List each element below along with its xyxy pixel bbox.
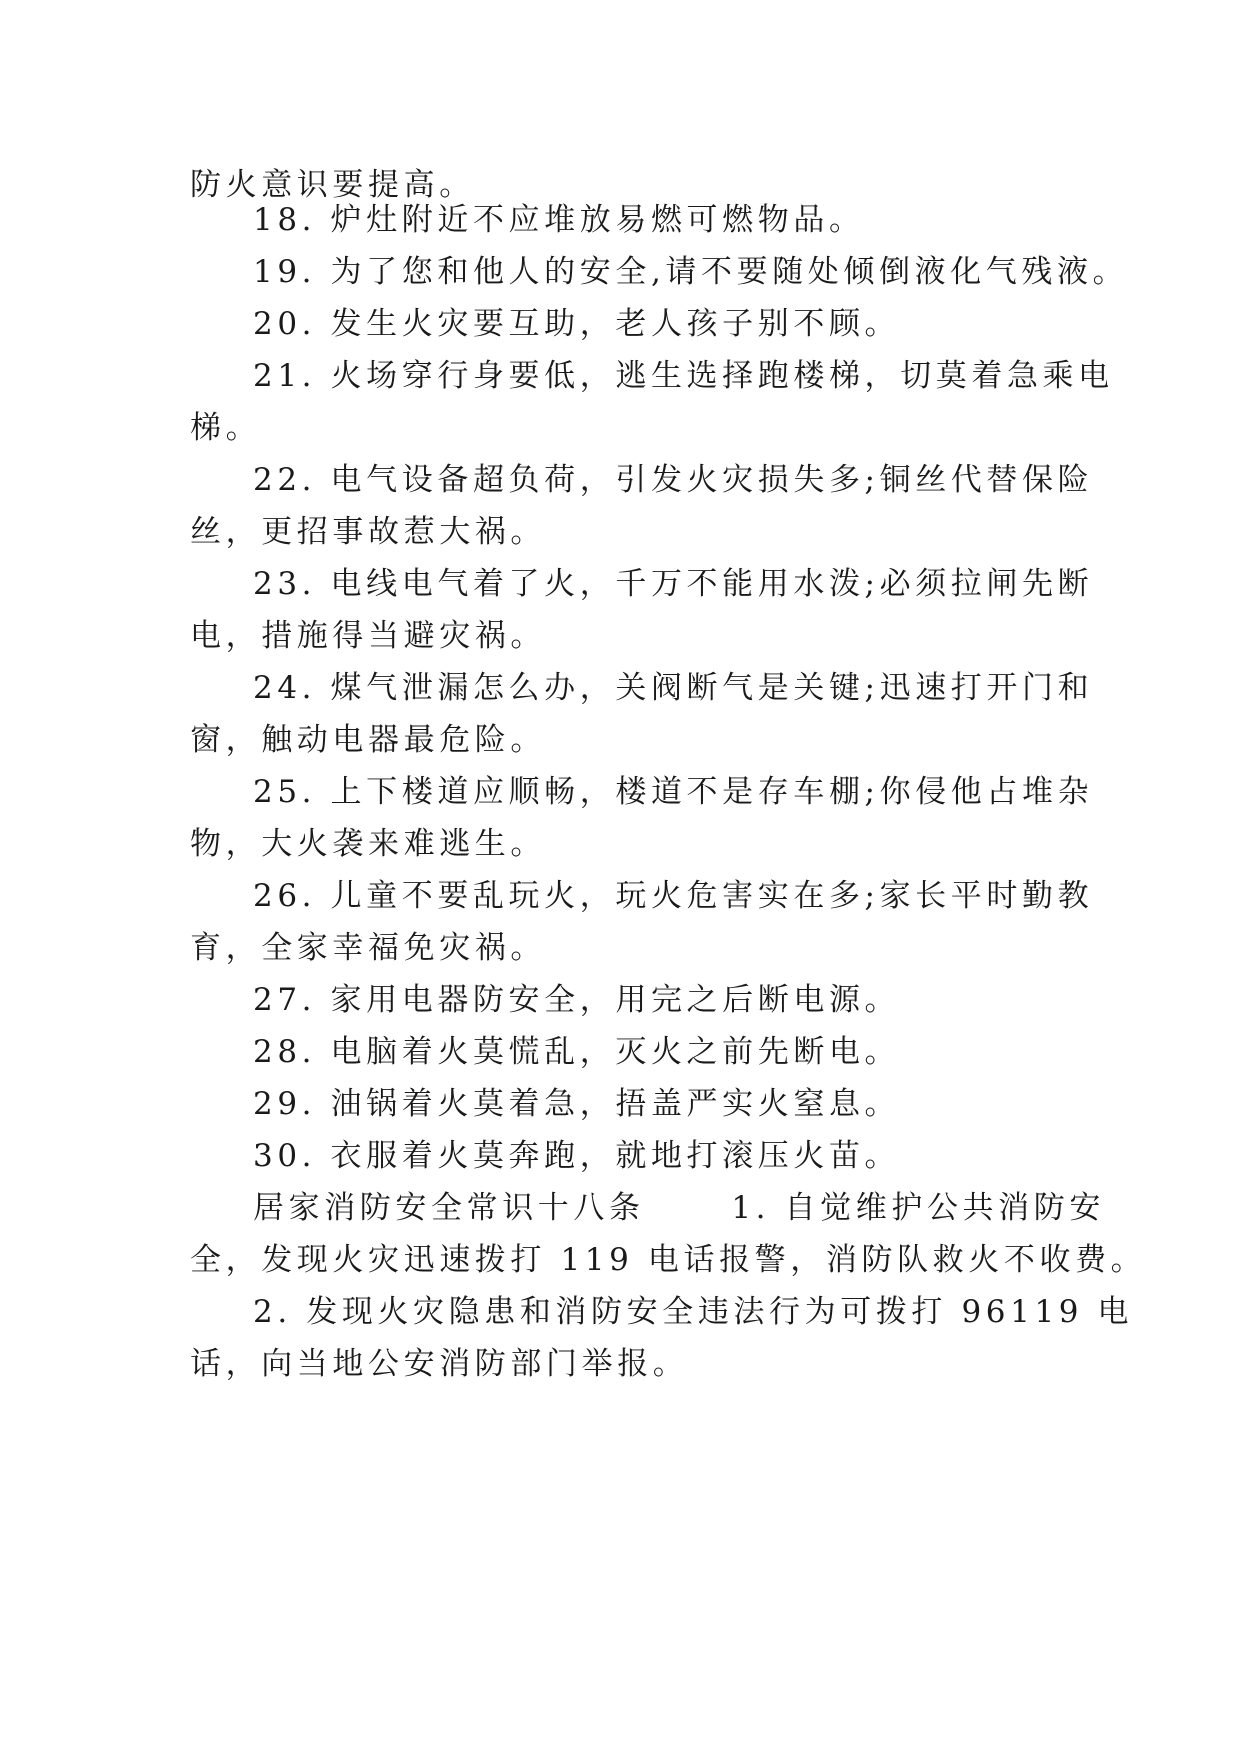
text-line: 19. 为了您和他人的安全,请不要随处倾倒液化气残液。 [253, 254, 1129, 290]
text-line: 26. 儿童不要乱玩火，玩火危害实在多;家长平时勤教 [253, 878, 1094, 914]
text-line: 话，向当地公安消防部门举报。 [190, 1346, 689, 1382]
text-line: 育，全家幸福免灾祸。 [190, 930, 546, 966]
text-line: 全，发现火灾迅速拨打 119 电话报警，消防队救火不收费。 [190, 1242, 1147, 1278]
text-line: 20. 发生火灾要互助，老人孩子别不顾。 [253, 306, 901, 342]
text-line: 29. 油锅着火莫着急，捂盖严实火窒息。 [253, 1086, 901, 1122]
text-line: 22. 电气设备超负荷，引发火灾损失多;铜丝代替保险 [253, 462, 1094, 498]
text-line: 27. 家用电器防安全，用完之后断电源。 [253, 982, 901, 1018]
text-line: 梯。 [190, 410, 262, 446]
text-line: 物，大火袭来难逃生。 [190, 826, 546, 862]
text-line: 防火意识要提高。 [190, 167, 475, 203]
text-line: 窗，触动电器最危险。 [190, 722, 546, 758]
text-line: 21. 火场穿行身要低，逃生选择跑楼梯，切莫着急乘电 [253, 358, 1114, 394]
text-line: 2. 发现火灾隐患和消防安全违法行为可拨打 96119 电 [253, 1294, 1134, 1330]
text-line: 居家消防安全常识十八条 1. 自觉维护公共消防安 [253, 1190, 1105, 1226]
text-line: 30. 衣服着火莫奔跑，就地打滚压火苗。 [253, 1138, 901, 1174]
text-line: 电，措施得当避灾祸。 [190, 618, 546, 654]
text-line: 28. 电脑着火莫慌乱，灭火之前先断电。 [253, 1034, 901, 1070]
text-line: 23. 电线电气着了火，千万不能用水泼;必须拉闸先断 [253, 566, 1094, 602]
text-line: 25. 上下楼道应顺畅，楼道不是存车棚;你侵他占堆杂 [253, 774, 1094, 810]
text-line: 18. 炉灶附近不应堆放易燃可燃物品。 [253, 202, 865, 238]
text-line: 24. 煤气泄漏怎么办，关阀断气是关键;迅速打开门和 [253, 670, 1094, 706]
text-line: 丝，更招事故惹大祸。 [190, 514, 546, 550]
